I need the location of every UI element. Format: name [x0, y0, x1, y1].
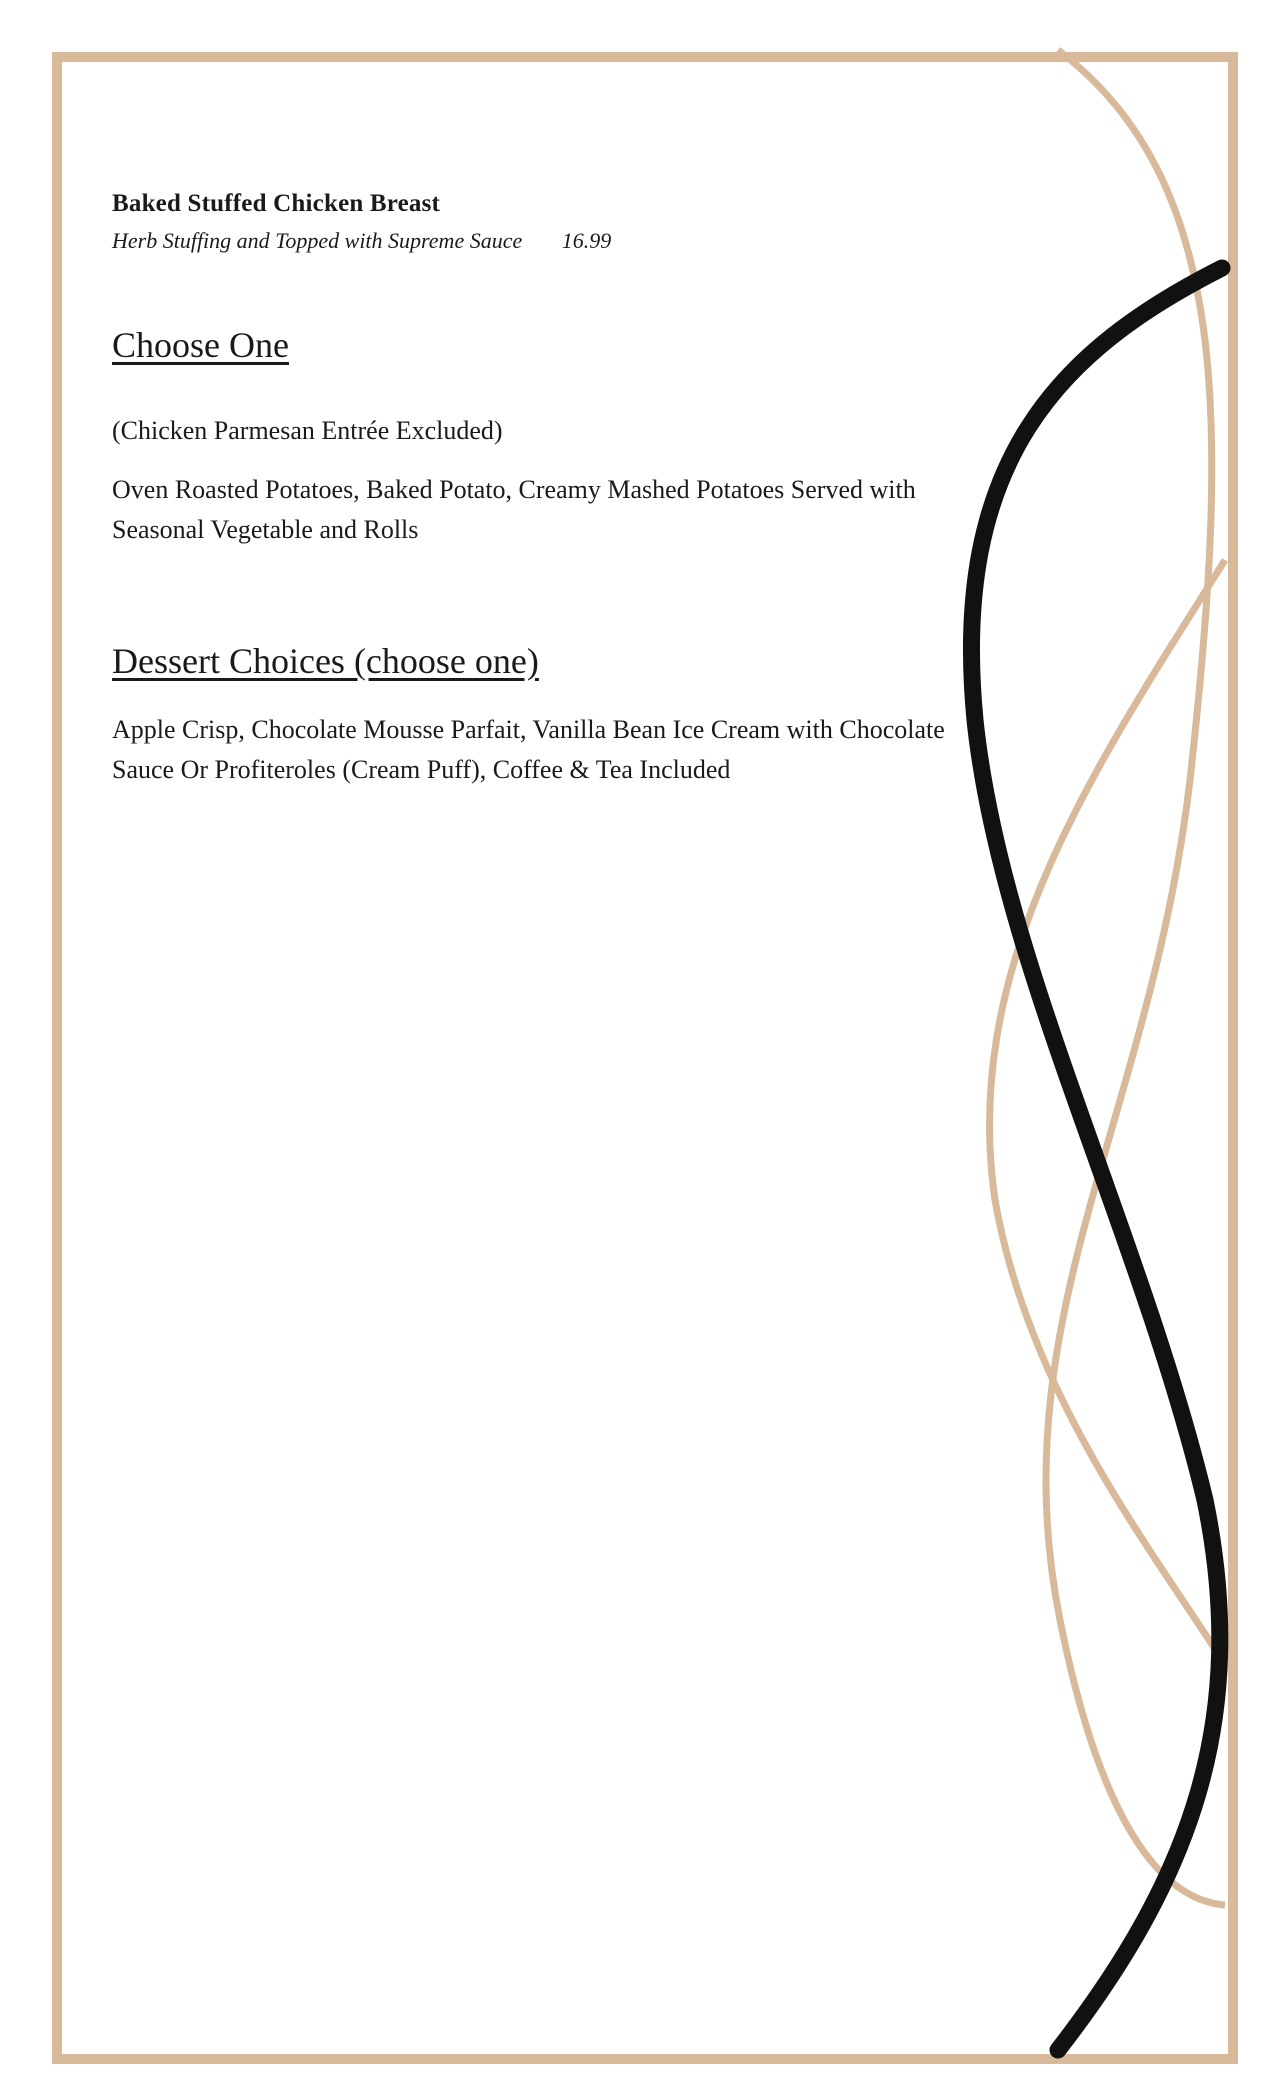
- entree-description: Herb Stuffing and Topped with Supreme Sauce: [112, 228, 523, 253]
- sides-text: Oven Roasted Potatoes, Baked Potato, Creamy Mashed Potatoes Served with Seasonal Vegetable and Rolls: [112, 475, 916, 544]
- sides-heading: Choose One: [112, 325, 289, 365]
- entree-details: [112, 228, 952, 254]
- tan-swirl-line: [990, 560, 1225, 1665]
- dessert-heading: Dessert Choices (choose one): [112, 641, 539, 681]
- dessert-text: Apple Crisp, Chocolate Mousse Parfait, Vanilla Bean Ice Cream with Chocolate Sauce Or Profiteroles (Cream Puff), Coffee & Tea Included: [112, 715, 945, 784]
- entree-name: Baked Stuffed Chicken Breast: [112, 190, 441, 217]
- black-swirl-line: [971, 268, 1222, 2050]
- entree-price: 16.99: [561, 228, 612, 253]
- menu-content: [112, 190, 952, 790]
- sides-note: (Chicken Parmesan Entrée Excluded): [112, 416, 503, 445]
